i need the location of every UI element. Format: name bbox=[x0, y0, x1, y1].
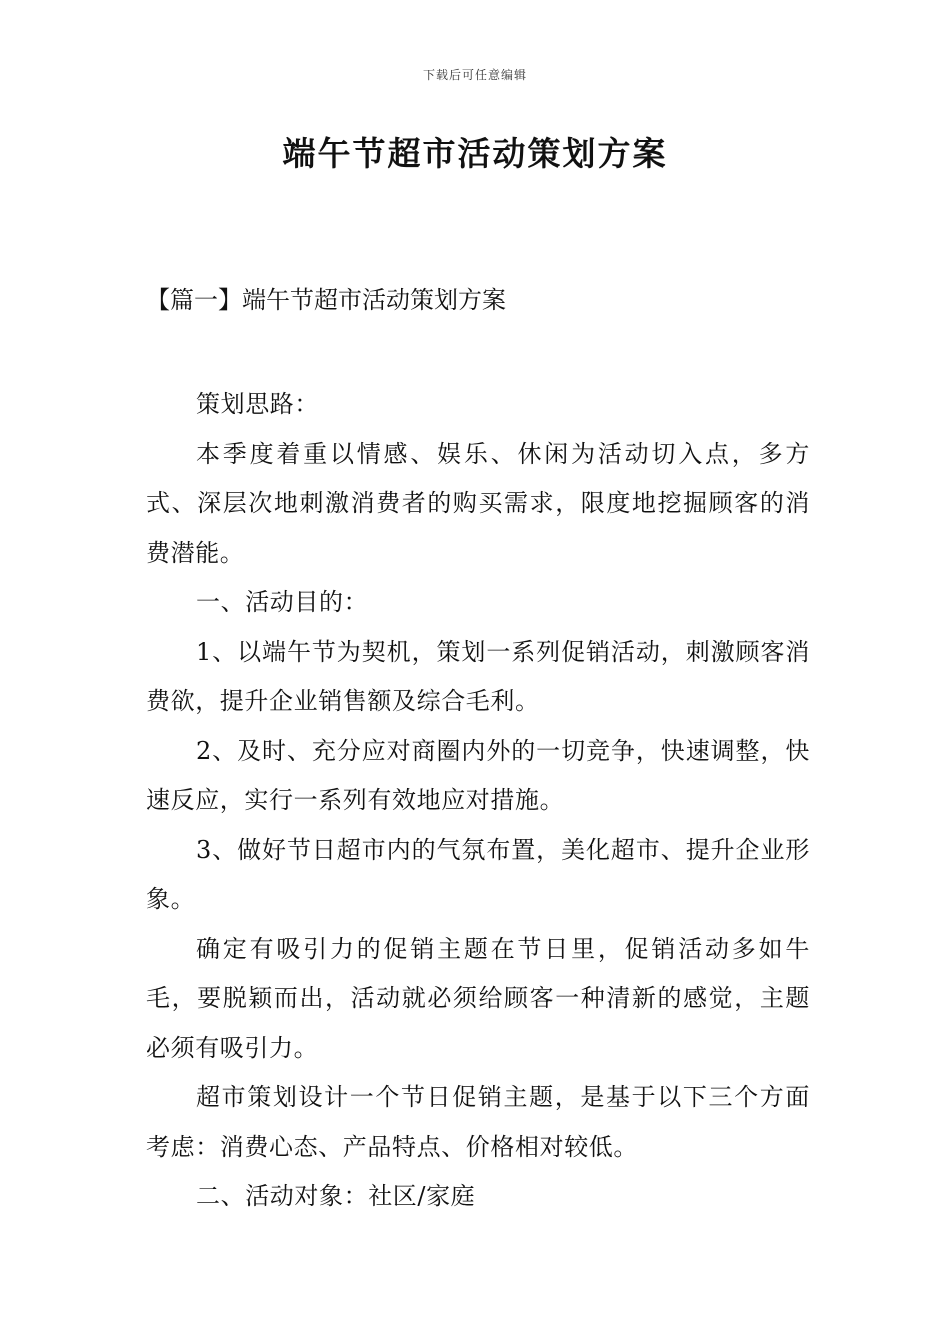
paragraph-target-audience: 二、活动对象：社区/家庭 bbox=[196, 1182, 476, 1210]
paragraph-theme-considerations: 超市策划设计一个节日促销主题，是基于以下三个方面考虑：消费心态、产品特点、价格相对较低。 bbox=[146, 1083, 810, 1161]
document-title: 端午节超市活动策划方案 bbox=[282, 134, 668, 173]
paragraph-purpose-2: 2、及时、充分应对商圈内外的一切竞争，快速调整，快速反应，实行一系列有效地应对措施。 bbox=[146, 736, 810, 814]
paragraph-planning-idea-label: 策划思路： bbox=[196, 390, 319, 418]
paragraph-purpose-3: 3、做好节日超市内的气氛布置，美化超市、提升企业形象。 bbox=[146, 835, 810, 913]
paragraph-theme: 确定有吸引力的促销主题在节日里，促销活动多如牛毛，要脱颖而出，活动就必须给顾客一种清新的感觉，主题必须有吸引力。 bbox=[146, 934, 810, 1062]
paragraph-purpose-heading: 一、活动目的： bbox=[196, 588, 369, 616]
section-heading: 【篇一】端午节超市活动策划方案 bbox=[146, 286, 506, 314]
paragraph-planning-idea: 本季度着重以情感、娱乐、休闲为活动切入点，多方式、深层次地刺激消费者的购买需求，限度地挖掘顾客的消费潜能。 bbox=[146, 439, 810, 567]
header-note: 下载后可任意编辑 bbox=[422, 68, 527, 82]
body-text bbox=[146, 380, 810, 1222]
paragraph-purpose-1: 1、以端午节为契机，策划一系列促销活动，刺激顾客消费欲，提升企业销售额及综合毛利。 bbox=[146, 637, 810, 715]
